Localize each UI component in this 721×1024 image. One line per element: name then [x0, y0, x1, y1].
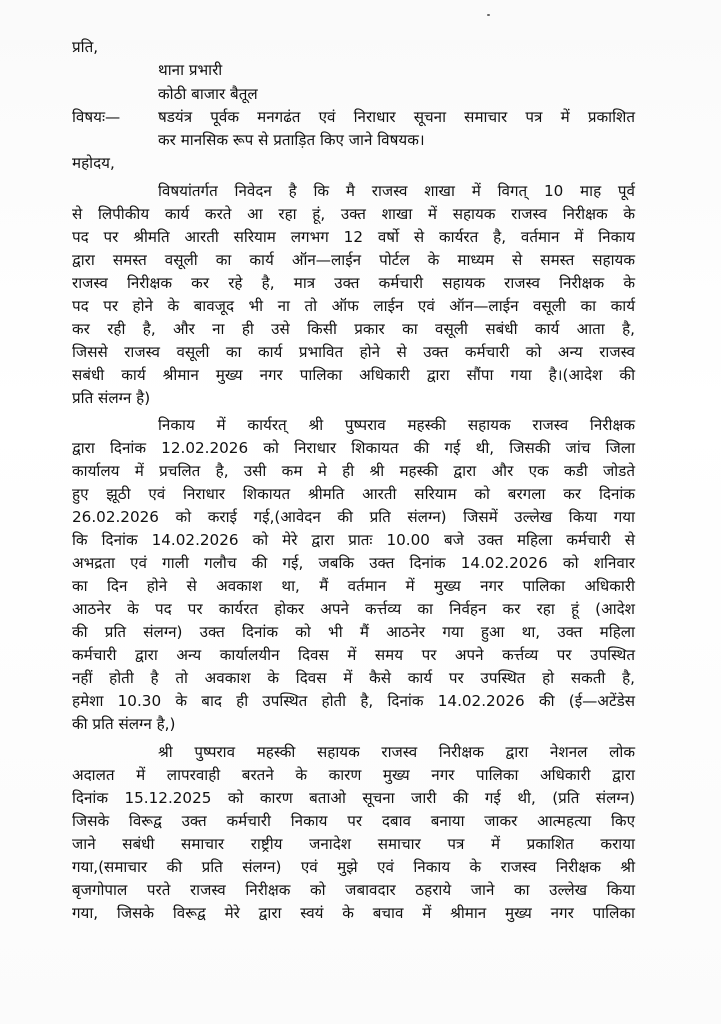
body-line: द्वारा समस्त वसूली का कार्य ऑन—लाईन पोर्टल के माध्यम से समस्त सहायक: [72, 251, 635, 269]
body-line: हमेशा 10.30 के बाद ही उपस्थित होती है, दिनांक 14.02.2026 की (ई—अटेंडेस: [72, 692, 635, 710]
body-line: जाने सबंधी समाचार राष्ट्रीय जनादेश समाचार पत्र में प्रकाशित कराया: [72, 835, 635, 853]
body-line: 26.02.2026 को कराई गई,(आवेदन की प्रति संलग्न) जिसमें उल्लेख किया गया: [72, 508, 635, 526]
scan-speck: [487, 14, 490, 16]
body-line: अभद्रता एवं गाली गलौच की गई, जबकि उक्त दिनांक 14.02.2026 को शनिवार: [72, 554, 635, 572]
body-line: कि दिनांक 14.02.2026 को मेरे द्वारा प्रातः 10.00 बजे उक्त महिला कर्मचारी से: [72, 531, 635, 549]
subject-line-2: कर मानसिक रूप से प्रताड़ित किए जाने विषयक।: [158, 131, 425, 149]
recipient-title: थाना प्रभारी: [158, 61, 223, 79]
body-line: गया,(समाचार की प्रति संलग्न) एवं मुझे एवं निकाय के राजस्व निरीक्षक श्री: [72, 858, 635, 876]
body-line: बृजगोपाल परते राजस्व निरीक्षक को जबावदार ठहराये जाने का उल्लेख किया: [72, 881, 635, 899]
body-line: आठनेर के पद पर कार्यरत होकर अपने कर्त्तव्य का निर्वहन कर रहा हूं (आदेश: [72, 600, 635, 618]
body-line: निकाय में कार्यरत् श्री पुष्पराव महस्की सहायक राजस्व निरीक्षक: [158, 416, 635, 434]
body-line: नहीं होती है तो अवकाश के दिवस में कैसे कार्य पर उपस्थित हो सकती है,: [72, 669, 635, 687]
recipient-address: कोठी बाजार बैतूल: [158, 85, 258, 103]
body-line: जिसके विरूद्व उक्त कर्मचारी निकाय पर दबाव बनाया जाकर आत्महत्या किए: [72, 812, 635, 830]
body-line: गया, जिसके विरूद्व मेरे द्वारा स्वयं के बचाव में श्रीमान मुख्य नगर पालिका: [72, 904, 635, 922]
body-line: से लिपीकीय कार्य करते आ रहा हूं, उक्त शाखा में सहायक राजस्व निरीक्षक के: [72, 205, 635, 223]
body-line: कार्यालय में प्रचलित है, उसी कम मे ही श्री महस्की द्वारा और एक कडी जोडते: [72, 462, 635, 480]
addressee-label: प्रति,: [72, 38, 99, 56]
body-line: की प्रति संलग्न है,): [72, 715, 176, 733]
body-line: की प्रति संलग्न) उक्त दिनांक को भी मैं आठनेर गया हुआ था, उक्त महिला: [72, 623, 635, 641]
body-line: श्री पुष्पराव महस्की सहायक राजस्व निरीक्षक द्वारा नेशनल लोक: [158, 743, 635, 761]
subject-label: विषयः—: [72, 108, 121, 126]
body-line: दिनांक 15.12.2025 को कारण बताओ सूचना जारी की गई थी, (प्रति संलग्न): [72, 789, 635, 807]
body-line: विषयांतर्गत निवेदन है कि मै राजस्व शाखा में विगत् 10 माह पूर्व: [158, 182, 635, 200]
body-line: सबंधी कार्य श्रीमान मुख्य नगर पालिका अधिकारी द्वारा सौंपा गया है।(आदेश की: [72, 366, 635, 384]
subject-line-1: षडयंत्र पूर्वक मनगढंत एवं निराधार सूचना समाचार पत्र में प्रकाशित: [158, 108, 635, 126]
body-line: पद पर श्रीमति आरती सरियाम लगभग 12 वर्षो से कार्यरत है, वर्तमान में निकाय: [72, 228, 635, 246]
body-line: द्वारा दिनांक 12.02.2026 को निराधार शिकायत की गई थी, जिसकी जांच जिला: [72, 439, 635, 457]
body-line: जिससे राजस्व वसूली का कार्य प्रभावित होने से उक्त कर्मचारी को अन्य राजस्व: [72, 343, 635, 361]
body-line: हुए झूठी एवं निराधार शिकायत श्रीमति आरती सरियाम को बरगला कर दिनांक: [72, 485, 635, 503]
salutation: महोदय,: [72, 154, 115, 172]
body-line: प्रति संलग्न है): [72, 389, 151, 407]
body-line: कर रही है, और ना ही उसे किसी प्रकार का वसूली सबंधी कार्य आता है,: [72, 320, 635, 338]
body-line: का दिन होने से अवकाश था, मैं वर्तमान में मुख्य नगर पालिका अधिकारी: [72, 577, 635, 595]
body-line: राजस्व निरीक्षक कर रहे है, मात्र उक्त कर्मचारी सहायक राजस्व निरीक्षक के: [72, 274, 635, 292]
body-line: पद पर होने के बावजूद भी ना तो ऑफ लाईन एवं ऑन—लाईन वसूली का कार्य: [72, 297, 635, 315]
body-line: अदालत में लापरवाही बरतने के कारण मुख्य नगर पालिका अधिकारी द्वारा: [72, 766, 635, 784]
body-line: कर्मचारी द्वारा अन्य कार्यालयीन दिवस में समय पर अपने कर्त्तव्य पर उपस्थित: [72, 646, 635, 664]
